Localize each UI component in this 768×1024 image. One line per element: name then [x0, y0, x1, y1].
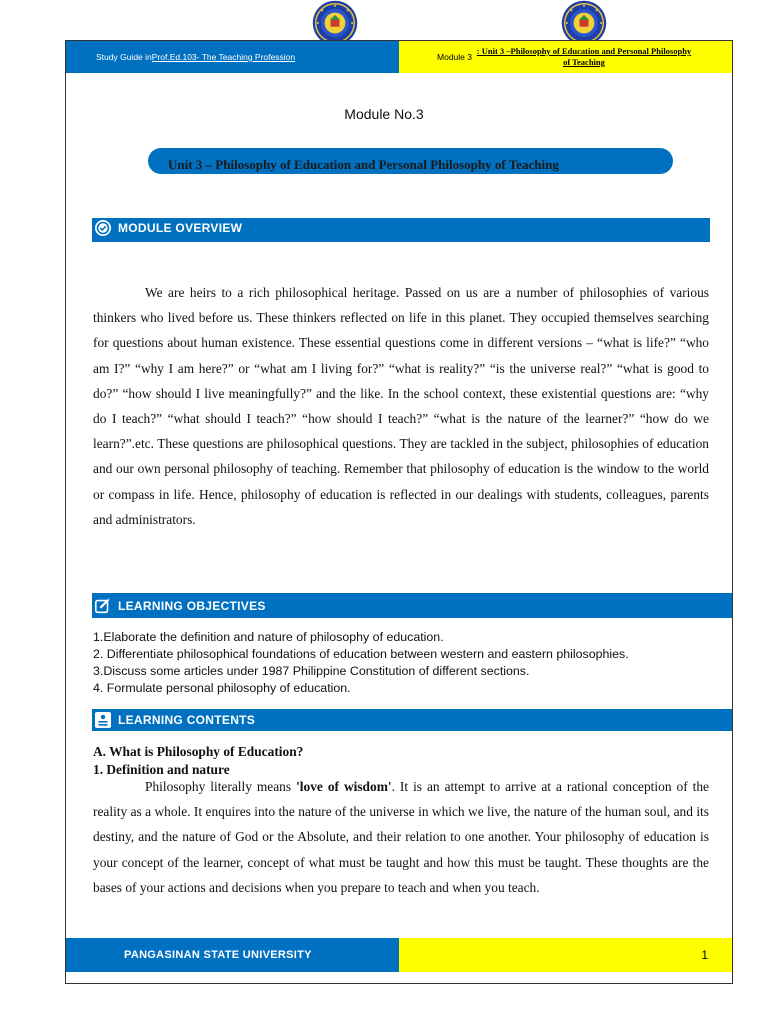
list-item: 1.Elaborate the definition and nature of philosophy of education. — [93, 630, 444, 644]
module-overview-header — [92, 218, 710, 238]
learning-contents-header — [92, 709, 732, 731]
unit-title: Unit 3 – Philosophy of Education and Personal Philosophy of Teaching — [168, 157, 559, 172]
learning-objectives-header — [92, 593, 732, 618]
overview-paragraph — [93, 280, 709, 532]
module-overview-title: MODULE OVERVIEW — [118, 221, 243, 235]
learning-contents-title: LEARNING CONTENTS — [118, 713, 256, 727]
page-number: 1 — [399, 938, 732, 972]
contents-text-start: Philosophy literally means — [145, 779, 297, 794]
learning-objectives-title: LEARNING OBJECTIVES — [118, 598, 266, 613]
study-guide-prefix: Study Guide in — [96, 52, 152, 62]
page-header — [66, 41, 732, 73]
list-item: 2. Differentiate philosophical foundations of education between western and eastern philosophies. — [93, 647, 629, 661]
contents-bold-phrase: 'love of wisdom' — [296, 779, 392, 794]
contents-subheading-1: 1. Definition and nature — [93, 762, 230, 777]
header-study-guide — [66, 41, 399, 73]
course-link[interactable]: Prof.Ed.103- The Teaching Profession — [151, 52, 296, 62]
document-icon — [94, 711, 112, 729]
module-number: Module No.3 — [344, 106, 424, 122]
footer-university: PANGASINAN STATE UNIVERSITY — [66, 938, 399, 972]
list-item: 4. Formulate personal philosophy of education. — [93, 681, 351, 695]
page-footer — [66, 938, 732, 972]
overview-paragraph-text: We are heirs to a rich philosophical heritage. Passed on us are a number of philosophies of various thinkers who lived before us. These thinkers reflected on life in this planet. They occupied themselves searching for questions about human existence. These essential questions come in different versions – “what is life?” “who am I?” “why I am here?” or “what am I living for?” “what is reality?” “is the universe real?” “what is good to do?” “how should I live meaningfully?” and the like. In the school context, these existential questions are: “why do I teach?” “what should I teach?” “how should I teach?” “what is the nature of the learner?” “how do we learn?”.etc. These questions are philosophical questions. They are tackled in the subject, philosophies of education and our own personal philosophy of teaching. Remember that philosophy of education is the window to the world or compass in life. Hence, philosophy of education is reflected in our dealings with students, colleagues, parents and administrators. — [93, 285, 709, 527]
list-item: 3.Discuss some articles under 1987 Philippine Constitution of different sections. — [93, 664, 530, 678]
unit-title-banner — [148, 148, 673, 174]
check-circle-icon — [94, 219, 112, 237]
module-prefix: Module 3 — [437, 52, 472, 62]
edit-pencil-icon — [94, 597, 112, 615]
objectives-list — [93, 629, 733, 697]
overview-divider — [92, 238, 710, 242]
contents-text-rest: . It is an attempt to arrive at a rational conception of the reality as a whole. It enquires into the nature of the universe in which we live, the nature of the human soul, and its destiny, and the nature of God or the Absolute, and their relation to one another. Your philosophy of education is your concept of the learner, concept of what must be taught and how this must be taught. These thoughts are the bases of your actions and decisions when you prepare to teach and when you teach. — [93, 779, 709, 895]
contents-subheading-a: A. What is Philosophy of Education? — [93, 744, 304, 759]
contents-paragraph — [93, 774, 709, 900]
header-module — [399, 41, 732, 73]
unit-link[interactable]: : Unit 3 –Philosophy of Education and Personal Philosophy of Teaching — [476, 46, 692, 67]
